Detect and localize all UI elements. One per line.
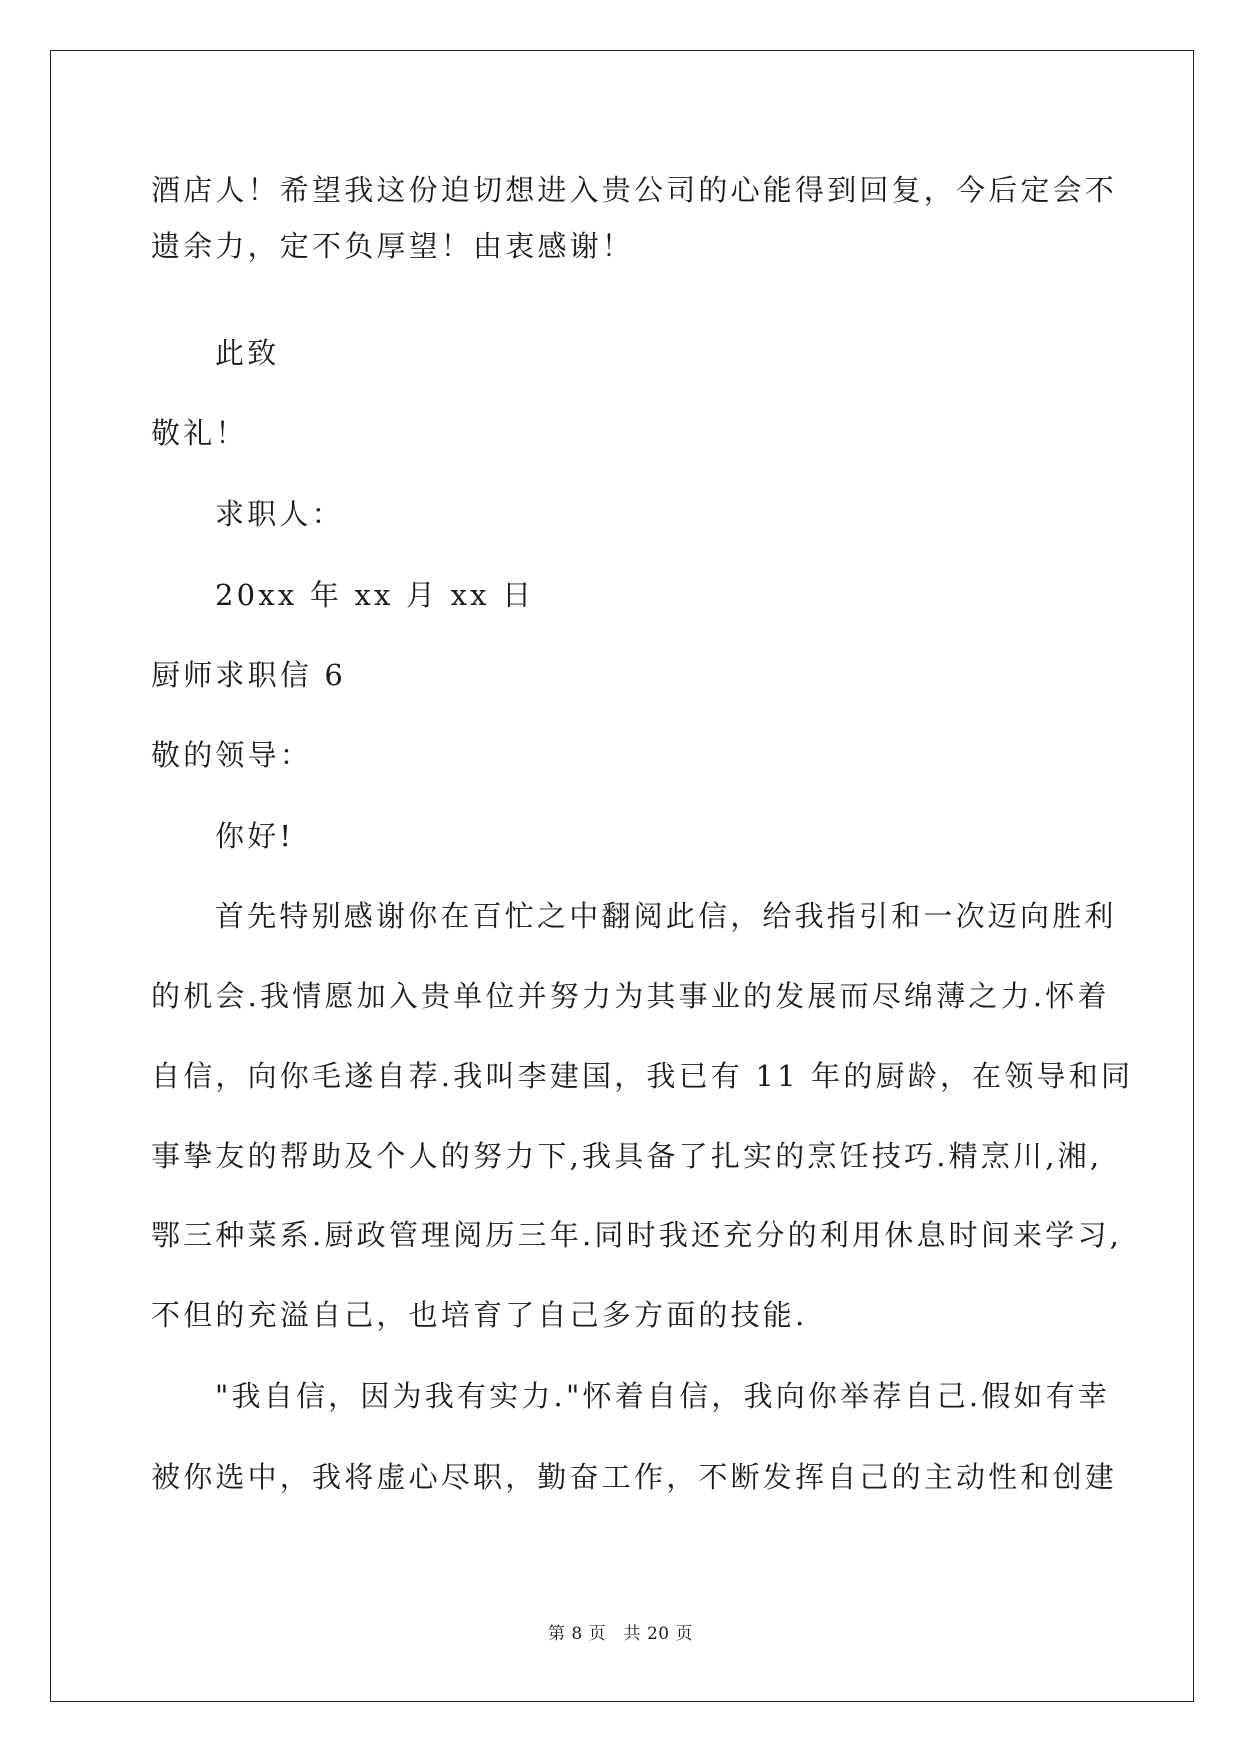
closing-salutation: 此致 xyxy=(215,336,280,370)
greeting-recipient: 敬的领导： xyxy=(151,738,313,772)
body-line: 事挚友的帮助及个人的努力下,我具备了扎实的烹饪技巧.精烹川,湘, xyxy=(151,1139,1103,1173)
body-line: 鄂三种菜系.厨政管理阅历三年.同时我还充分的利用休息时间来学习, xyxy=(151,1218,1123,1252)
body-line: 不但的充溢自己，也培育了自己多方面的技能. xyxy=(151,1298,808,1332)
body-line: 的机会.我情愿加入贵单位并努力为其事业的发展而尽绵薄之力.怀着 xyxy=(151,979,1110,1013)
page-frame xyxy=(50,50,1194,1702)
page-number-footer: 第 8 页 共 20 页 xyxy=(547,1624,694,1644)
body-line: 被你选中，我将虚心尽职，勤奋工作，不断发挥自己的主动性和创建 xyxy=(151,1460,1118,1494)
body-line: 自信，向你毛遂自荐.我叫李建国，我已有 11 年的厨龄，在领导和同 xyxy=(151,1059,1134,1093)
body-line: "我自信，因为我有实力."怀着自信，我向你举荐自己.假如有幸 xyxy=(215,1379,1111,1413)
letter-heading: 厨师求职信 6 xyxy=(151,658,347,692)
greeting: 你好! xyxy=(215,819,295,853)
body-line: 首先特别感谢你在百忙之中翻阅此信，给我指引和一次迈向胜利 xyxy=(215,899,1117,933)
letter-date: 20xx 年 xx 月 xx 日 xyxy=(215,578,535,612)
applicant-signature: 求职人： xyxy=(215,497,344,531)
body-line: 遗余力，定不负厚望！由衷感谢！ xyxy=(151,229,635,263)
body-line: 酒店人！希望我这份迫切想进入贵公司的心能得到回复，今后定会不 xyxy=(151,173,1118,207)
closing-regards: 敬礼！ xyxy=(151,416,248,450)
